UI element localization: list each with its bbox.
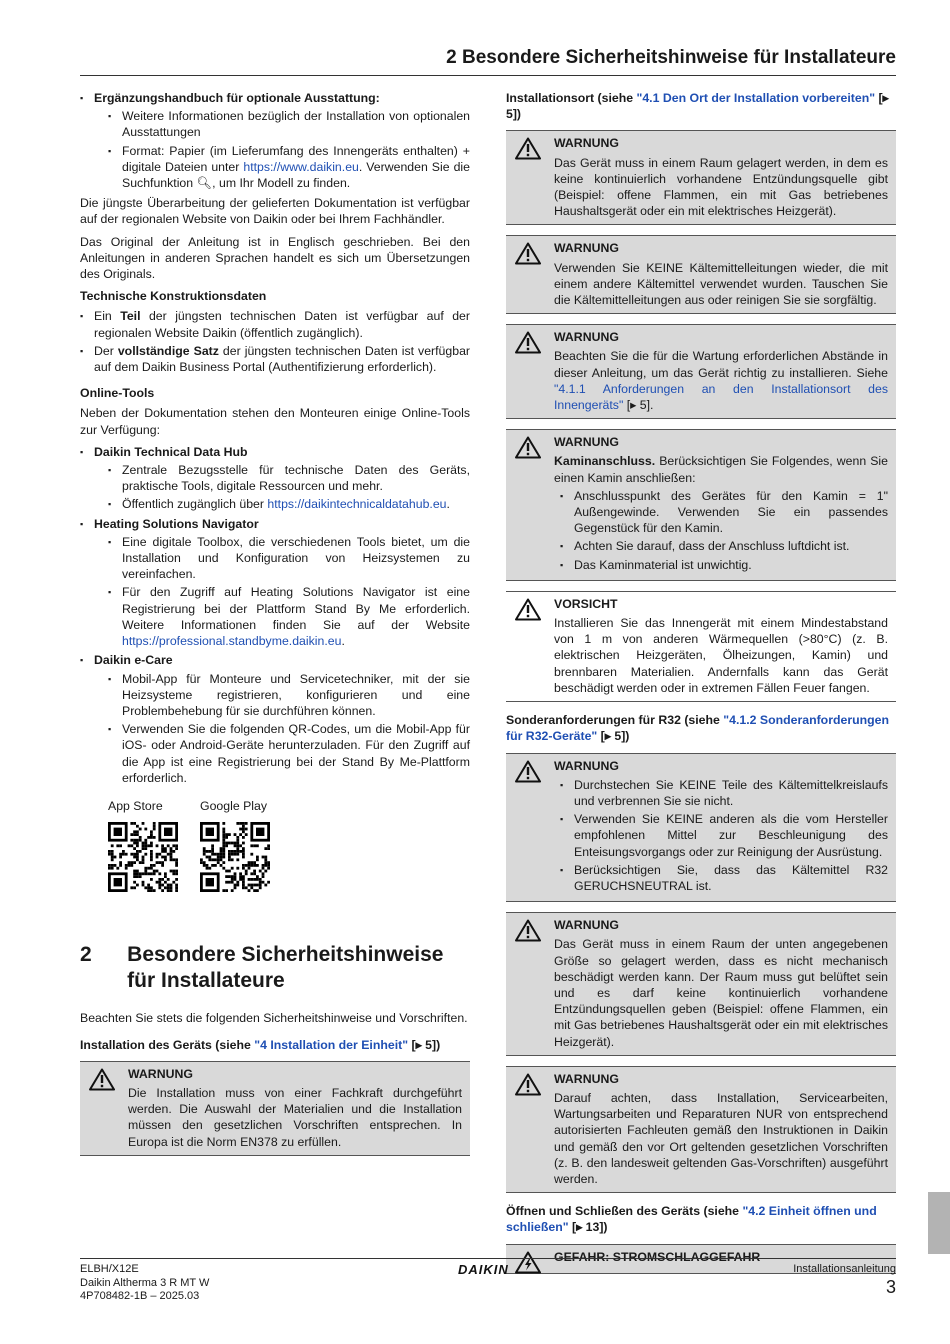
warning-box — [506, 912, 896, 1056]
footer-left — [80, 1263, 209, 1304]
warning-text: Darauf achten, dass Installation, Servicearbeiten, Wartungsarbeiten und Reparaturen NUR von entsprechend autorisierten Fachleuten gemäß den Instruktionen in Daikin und gemäß den vor Ort geltenden gesetzlichen Vorschriften (z. B. den landesweit geltenden Gas-Vorschriften) ausgeführt werden. — [554, 1090, 888, 1186]
list-item: ▪ Durchstechen Sie KEINE Teile des Kältemittelkreislaufs und verbrennen Sie sie nicht. — [554, 777, 888, 809]
list-item: ▪ Anschlusspunkt des Gerätes für den Kamin = 1" Außengewinde. Verwenden Sie ein passendes Gegenstück für den Kamin. — [554, 488, 888, 537]
supp-list — [80, 90, 470, 191]
ort-link[interactable]: "4.1 Den Ort der Installation vorbereiten" — [636, 91, 876, 105]
hsn-item-2: ▪ Für den Zugriff auf Heating Solutions Navigator ist eine Registrierung bei der Plattform Stand By Me erforderlich. Weitere Informationen finden Sie auf der Website https://professional.standbyme.daikin.eu. — [94, 584, 470, 649]
qr-google-play-label: Google Play — [200, 798, 267, 813]
warning-triangle-icon — [515, 242, 541, 265]
standbyme-link[interactable]: https://professional.standbyme.daikin.eu — [122, 634, 342, 649]
tech-title: Technische Konstruktionsdaten — [80, 289, 267, 304]
warning-title: WARNUNG — [554, 330, 619, 345]
qr-code-icon — [200, 822, 270, 892]
right-column — [506, 90, 896, 1284]
list-item: ▪ Verwenden Sie KEINE anderen als die vom Hersteller empfohlenen Mittel zur Beschleunigung des Enteisungsvorgangs oder zur Reinigung der Ausrüstung. — [554, 811, 888, 860]
warning-triangle-icon — [515, 919, 541, 942]
install-heading: Installation des Geräts (siehe "4 Installation der Einheit" [▸ 5]) — [80, 1037, 441, 1052]
warning-box — [506, 429, 896, 581]
warning-triangle-icon — [515, 1073, 541, 1096]
caution-box — [506, 591, 896, 702]
caution-title: VORSICHT — [554, 596, 618, 611]
supp-subitem-1: ▪ Weitere Informationen bezüglich der Installation von optionalen Ausstattungen — [94, 108, 470, 140]
warning-triangle-icon — [515, 137, 541, 160]
para-original: Das Original der Anleitung ist in Englisch geschrieben. Bei den Anleitungen in anderen Sprachen handelt es sich um Übersetzungen des Originals. — [80, 234, 470, 282]
warning-box — [506, 130, 896, 225]
tech-item-2: ▪ Der vollständige Satz der jüngsten technischen Daten ist verfügbar auf dem Daikin Business Portal (Authentifizierung erforderlich). — [80, 343, 470, 375]
ort-heading: Installationsort (siehe "4.1 Den Ort der Installation vorbereiten" [▸ 5]) — [506, 91, 889, 122]
list-item: ▪ Achten Sie darauf, dass der Anschluss luftdicht ist. — [554, 538, 888, 554]
r32-heading: Sonderanforderungen für R32 (siehe "4.1.2 Sonderanforderungen für R32-Geräte" [▸ 5]) — [506, 713, 890, 744]
qr-app-store[interactable] — [108, 798, 178, 896]
tech-item-1: ▪ Ein Teil der jüngsten technischen Daten ist verfügbar auf der regionalen Website Daikin (öffentlich zugänglich). — [80, 308, 470, 340]
search-icon: 🔍︎ — [196, 176, 213, 191]
page-header-title: 2 Besondere Sicherheitshinweise für Installateure — [446, 47, 896, 68]
list-item: ▪ Berücksichtigen Sie, dass das Kältemittel R32 GERUCHSNEUTRAL ist. — [554, 862, 888, 894]
supp-item — [80, 90, 470, 191]
warning-triangle-icon — [515, 760, 541, 783]
hub-item-1: ▪ Zentrale Bezugsstelle für technische Daten des Geräts, praktische Tools, digitale Ressourcen und mehr. — [94, 462, 470, 494]
chapter-title: Besondere Sicherheitshinweise für Installateure — [127, 943, 444, 993]
warning-box — [506, 235, 896, 314]
warning-title: WARNUNG — [554, 918, 619, 933]
chimney-list — [554, 488, 888, 573]
warning-text: Die Installation muss von einer Fachkraft durchgeführt werden. Die Auswahl der Materialien und die Installation müssen den gesetzlichen Vorschriften entsprechen. In Europa ist die Norm EN378 zu erfüllen. — [128, 1085, 462, 1149]
side-tab — [928, 1192, 950, 1254]
online-title: Online-Tools — [80, 386, 155, 401]
warning-text: Beachten Sie die für die Wartung erforderlichen Abstände in dieser Anleitung, um das Gerät richtig zu installieren. Siehe "4.1.1 Anforderungen an den Installationsort des Innengeräts" [▸ 5]. — [554, 349, 888, 413]
warning-box — [506, 1066, 896, 1193]
left-column — [80, 90, 470, 1166]
warning-triangle-icon — [89, 1068, 115, 1091]
warning-triangle-icon — [515, 598, 541, 621]
ecare-title: Daikin e-Care — [94, 653, 173, 668]
daikin-eu-link[interactable]: https://www.daikin.eu — [243, 159, 359, 174]
warning-title: WARNUNG — [554, 758, 619, 773]
list-item: ▪ Das Kaminmaterial ist unwichtig. — [554, 557, 888, 573]
daikin-logo: DAIKIN — [458, 1262, 509, 1277]
header-rule — [80, 75, 896, 76]
warning-title: WARNUNG — [554, 136, 619, 151]
footer-rule — [80, 1258, 896, 1259]
electric-shock-icon — [515, 1251, 541, 1274]
r32-list — [554, 777, 888, 894]
hub-link[interactable]: https://daikintechnicaldatahub.eu — [267, 497, 447, 512]
qr-code-icon — [108, 822, 178, 892]
hub-item-2: ▪ Öffentlich zugänglich über https://daikintechnicaldatahub.eu. — [94, 496, 470, 512]
chapter-intro: Beachten Sie stets die folgenden Sicherheitshinweise und Vorschriften. — [80, 1011, 468, 1026]
open-link[interactable]: "4.2 Einheit öffnen und schließen" — [506, 1204, 877, 1235]
warning-box — [506, 753, 896, 903]
online-list — [80, 444, 470, 786]
hsn-title: Heating Solutions Navigator — [94, 516, 259, 531]
warning-text: Kaminanschluss. Berücksichtigen Sie Folgendes, wenn Sie einen Kamin anschließen: — [554, 454, 888, 485]
warning-title: WARNUNG — [554, 435, 619, 450]
warning-triangle-icon — [515, 436, 541, 459]
footer-doc-number: 4P708482-1B – 2025.03 — [80, 1290, 200, 1302]
warning-box — [80, 1061, 470, 1156]
warning-triangle-icon — [515, 331, 541, 354]
tech-list — [80, 308, 470, 375]
chapter-heading — [80, 942, 470, 994]
warning-text: Das Gerät muss in einem Raum der unten angegebenen Größe so gelagert werden, dass es nicht mechanisch beschädigt werden kann. Der Raum muss gut belüftet sein und es darf keine kontinuierlich vorhandene Entzündungsquellen geben (Beispiel: offene Flammen, ein mit Gas betriebenes Haushaltsgerät oder ein mit elektrisches Heizgerät). — [554, 937, 888, 1049]
para-revision: Die jüngste Überarbeitung der gelieferten Dokumentation ist verfügbar auf der regionalen Website von Daikin oder bei Ihrem Fachhändler. — [80, 196, 470, 227]
warning-title: WARNUNG — [128, 1066, 193, 1081]
online-intro: Neben der Dokumentation stehen den Monteuren einige Online-Tools zur Verfügung: — [80, 406, 470, 437]
ecare-item-2: ▪ Verwenden Sie die folgenden QR-Codes, um die Mobil-App für iOS- oder Android-Geräte herunterzuladen. Für den Zugriff auf die App ist eine Registrierung bei der Stand By Me-Plattform erforderlich. — [94, 721, 470, 786]
supp-subitem-2: ▪ Format: Papier (im Lieferumfang des Innengeräts enthalten) + digitale Dateien unter https://www.daikin.eu. Verwenden Sie die Suchfunktion 🔍︎, um Ihr Modell zu finden. — [94, 143, 470, 192]
warning-title: WARNUNG — [554, 1071, 619, 1086]
footer-right — [793, 1263, 896, 1297]
supp-title: Ergänzungshandbuch für optionale Ausstattung: — [94, 91, 380, 105]
qr-codes — [108, 798, 470, 896]
warning-text: Das Gerät muss in einem Raum gelagert werden, in dem es keine kontinuierlich vorhandene Entzündungsquelle gibt (Beispiel: offene Flammen, ein mit Gas betriebenes Haushaltsgerät oder ein mit elektrisches Heizgerät). — [554, 155, 888, 219]
req-link[interactable]: "4.1.1 Anforderungen an den Installationsort des Innengeräts" — [554, 381, 888, 413]
warning-text: Verwenden Sie KEINE Kältemittelleitungen wieder, die mit einem andere Kältemittel verwendet wurden. Tauschen Sie die Kältemittelleitungen aus oder reinigen Sie sie sorgfältig. — [554, 260, 888, 308]
footer-doc-type: Installationsanleitung — [793, 1263, 896, 1275]
hsn-item-1: ▪ Eine digitale Toolbox, die verschiedenen Tools bietet, um die Installation und Konfiguration von Heizsystemen zu vereinfachen. — [94, 534, 470, 583]
open-heading: Öffnen und Schließen des Geräts (siehe "4.2 Einheit öffnen und schließen" [▸ 13]) — [506, 1204, 877, 1235]
qr-google-play[interactable] — [200, 798, 270, 896]
danger-title: GEFAHR: STROMSCHLAGGEFAHR — [554, 1249, 761, 1264]
page-number: 3 — [885, 1276, 896, 1297]
caution-text: Installieren Sie das Innengerät mit einem Mindestabstand von 1 m von anderen Wärmequellen (>80°C) (z. B. elektrischen Heizgeräten, Ölheizungen, Kamin) und brennbaren Materialien. Andernfalls kann das Gerät beschädigt werden oder in extremen Fällen Feuer fangen. — [554, 616, 888, 695]
install-link[interactable]: "4 Installation der Einheit" — [254, 1037, 409, 1052]
hub-title: Daikin Technical Data Hub — [94, 444, 248, 459]
ecare-item-1: ▪ Mobil-App für Monteure und Servicetechniker, mit der sie Heizsysteme registrieren, konfigurieren und eine Problembehebung für sie durchführen können. — [94, 671, 470, 720]
warning-box — [506, 324, 896, 419]
warning-title: WARNUNG — [554, 241, 619, 256]
footer-product: Daikin Altherma 3 R MT W — [80, 1276, 210, 1289]
r32-link[interactable]: "4.1.2 Sonderanforderungen für R32-Geräte" — [506, 713, 890, 744]
qr-app-store-label: App Store — [108, 798, 163, 813]
footer-code: ELBH/X12E — [80, 1263, 139, 1275]
chapter-number: 2 — [80, 943, 92, 967]
